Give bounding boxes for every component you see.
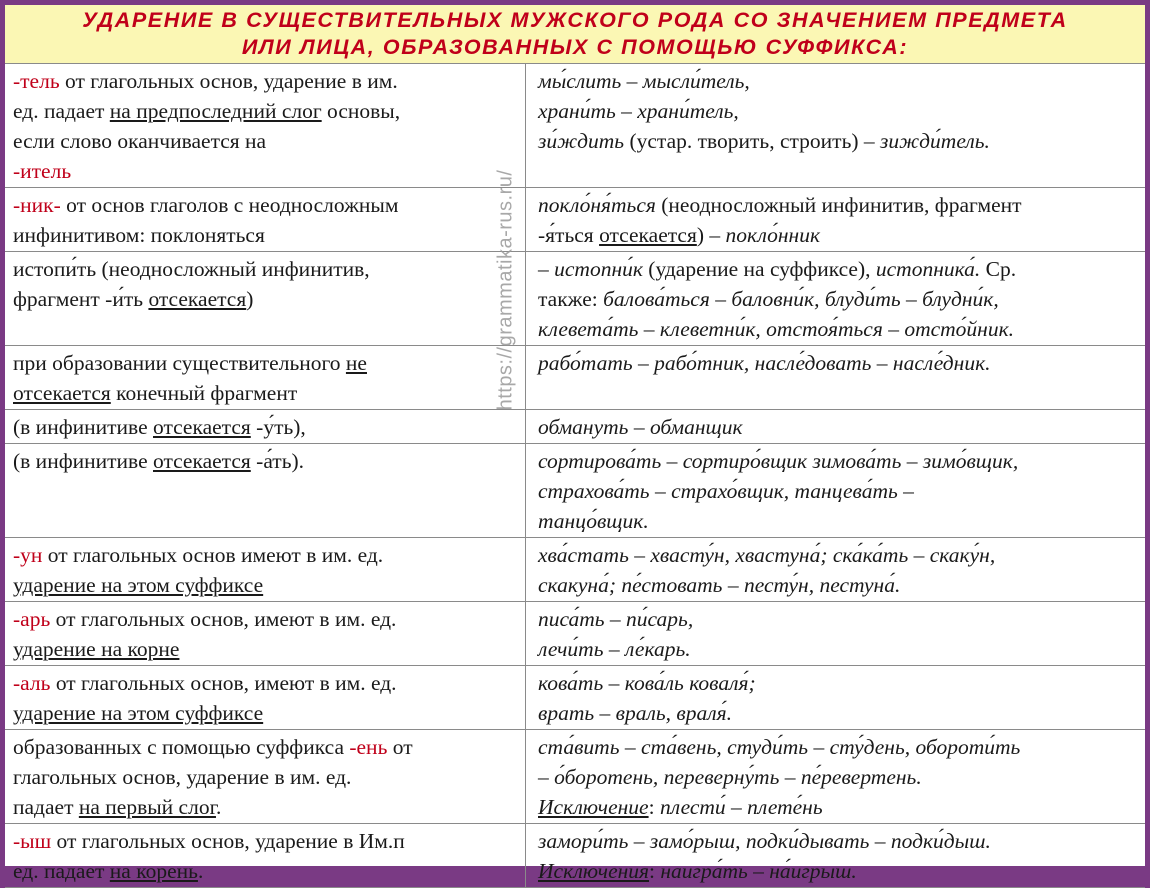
text-line — [13, 792, 517, 822]
rule-cell — [5, 410, 526, 444]
text-line — [538, 732, 1137, 762]
table-row — [5, 346, 1145, 410]
text-segment: (в инфинитиве — [13, 449, 153, 473]
text-segment: зижди́тель. — [880, 129, 990, 153]
text-line — [13, 856, 517, 886]
text-segment: истопи́ть (неодносложный инфинитив, — [13, 257, 370, 281]
text-line — [538, 476, 1137, 506]
table-row — [5, 64, 1145, 188]
rule-cell — [5, 252, 526, 346]
text-segment: покло́нник — [725, 223, 821, 247]
text-line — [538, 856, 1137, 886]
text-segment: (ударение на суффиксе), — [642, 257, 876, 281]
text-line — [13, 570, 517, 600]
text-segment: на первый слог — [78, 795, 216, 819]
examples-cell — [526, 188, 1146, 252]
text-line — [538, 220, 1137, 250]
text-segment: балова́ться – баловни́к, блуди́ть – блудни́к, — [603, 287, 999, 311]
text-segment: при образовании существительного — [13, 351, 346, 375]
text-line — [13, 190, 517, 220]
text-line — [538, 446, 1137, 476]
text-line — [13, 66, 517, 96]
text-segment: наигра́ть – на́игрыш. — [660, 859, 857, 883]
text-segment: мы́слить – мысли́тель, — [538, 69, 750, 93]
suffix-label: -тель — [13, 69, 60, 93]
text-segment: . — [215, 795, 222, 819]
text-line — [13, 732, 517, 762]
text-line — [538, 634, 1137, 664]
text-line — [538, 66, 1137, 96]
text-line — [538, 126, 1137, 156]
text-segment: покло́ня́ться — [538, 193, 656, 217]
text-segment: на корень — [109, 859, 198, 883]
text-line — [538, 792, 1137, 822]
examples-cell — [526, 444, 1146, 538]
suffix-label: -аль — [13, 671, 51, 695]
text-segment: на предпоследний слог — [109, 99, 322, 123]
text-segment: (неодносложный инфинитив, фрагмент — [655, 193, 1022, 217]
text-line — [13, 762, 517, 792]
table-row — [5, 666, 1145, 730]
rule-cell — [5, 538, 526, 602]
text-segment: лечи́ть – ле́карь. — [538, 637, 691, 661]
suffix-label: -ень — [349, 735, 388, 759]
text-line — [13, 668, 517, 698]
rule-cell — [5, 602, 526, 666]
text-segment: Исключения — [538, 859, 650, 883]
text-line — [13, 634, 517, 664]
suffix-label: -ун — [13, 543, 43, 567]
text-line — [538, 570, 1137, 600]
text-line — [13, 378, 517, 408]
text-line — [13, 96, 517, 126]
title-line-2: ИЛИ ЛИЦА, ОБРАЗОВАННЫХ С ПОМОЩЬЮ СУФФИКСА: — [241, 35, 909, 59]
text-segment: писа́ть – пи́сарь, — [538, 607, 694, 631]
table-row — [5, 444, 1145, 538]
examples-cell — [526, 410, 1146, 444]
text-segment: от глагольных основ, имеют в им. ед. — [50, 671, 397, 695]
text-line — [538, 668, 1137, 698]
table-row — [5, 538, 1145, 602]
text-line — [13, 446, 517, 476]
text-line — [538, 826, 1137, 856]
text-line — [538, 96, 1137, 126]
text-line — [538, 762, 1137, 792]
text-segment: инфинитивом: поклоняться — [13, 223, 265, 247]
text-segment: образованных с помощью суффикса — [13, 735, 350, 759]
text-segment: – о́боротень, переверну́ть – пе́ревертень. — [538, 765, 922, 789]
text-segment: -я́ться — [538, 223, 600, 247]
text-segment: храни́ть – храни́тель, — [538, 99, 739, 123]
text-segment: от глагольных основ, имеют в им. ед. — [50, 607, 397, 631]
text-segment: (устар. творить, строить) – — [624, 129, 881, 153]
table-row — [5, 188, 1145, 252]
text-segment: фрагмент -и́ть — [13, 287, 149, 311]
text-segment: плести́ – плете́нь — [659, 795, 823, 819]
text-line — [13, 698, 517, 728]
stress-rules-table — [5, 64, 1145, 888]
table-row — [5, 410, 1145, 444]
text-segment: от основ глаголов с неодносложным — [60, 193, 399, 217]
text-segment: -у́ть), — [250, 415, 306, 439]
text-segment: . — [197, 859, 204, 883]
text-segment: также: — [538, 287, 604, 311]
text-segment: от глагольных основ, ударение в им. — [59, 69, 398, 93]
text-segment: отсекается — [148, 287, 247, 311]
text-line — [538, 314, 1137, 344]
text-segment: -а́ть). — [250, 449, 305, 473]
text-line — [13, 540, 517, 570]
text-segment: ед. падает — [13, 99, 110, 123]
text-segment: Ср. — [980, 257, 1017, 281]
text-segment: глагольных основ, ударение в им. ед. — [13, 765, 352, 789]
text-segment: обмануть – обманщик — [538, 415, 743, 439]
examples-cell — [526, 252, 1146, 346]
text-segment: замори́ть – замо́рыш, подки́дывать – подки́дыш. — [538, 829, 991, 853]
text-line — [538, 540, 1137, 570]
text-segment: рабо́тать – рабо́тник, насле́довать – насле́дник. — [538, 351, 991, 375]
examples-cell — [526, 730, 1146, 824]
text-line — [13, 826, 517, 856]
text-line — [13, 156, 517, 186]
text-line — [13, 126, 517, 156]
text-line — [538, 506, 1137, 536]
table-row — [5, 824, 1145, 888]
text-line — [538, 412, 1137, 442]
text-segment: хва́стать – хвасту́н, хвастуна́; ска́ка́ть – скаку́н, — [538, 543, 996, 567]
title-line-1: УДАРЕНИЕ В СУЩЕСТВИТЕЛЬНЫХ МУЖСКОГО РОДА СО ЗНАЧЕНИЕМ ПРЕДМЕТА — [82, 8, 1068, 32]
examples-cell — [526, 602, 1146, 666]
suffix-label: -арь — [13, 607, 51, 631]
table-row — [5, 252, 1145, 346]
text-segment: : — [649, 859, 661, 883]
text-segment: – — [538, 257, 555, 281]
text-line — [538, 698, 1137, 728]
text-segment: истопника́. — [875, 257, 981, 281]
text-segment: ) — [246, 287, 254, 311]
rule-cell — [5, 64, 526, 188]
text-line — [13, 254, 517, 284]
text-segment: ударение на корне — [13, 637, 180, 661]
text-segment: ста́вить – ста́вень, студи́ть – сту́день, обороти́ть — [538, 735, 1021, 759]
text-segment: зи́ждить — [538, 129, 625, 153]
text-line — [13, 284, 517, 314]
examples-cell — [526, 824, 1146, 888]
text-segment: не — [345, 351, 367, 375]
table-row — [5, 602, 1145, 666]
text-line — [13, 348, 517, 378]
text-segment: сортирова́ть – сортиро́вщик зимова́ть – зимо́вщик, — [538, 449, 1019, 473]
text-segment: ед. падает — [13, 859, 110, 883]
text-segment: истопни́к — [554, 257, 643, 281]
text-line — [538, 604, 1137, 634]
rule-cell — [5, 444, 526, 538]
text-segment: падает — [13, 795, 79, 819]
text-line — [538, 348, 1137, 378]
page-frame — [5, 5, 1145, 883]
text-line — [13, 412, 517, 442]
text-segment: танцо́вщик. — [538, 509, 649, 533]
rule-cell — [5, 346, 526, 410]
text-segment: врать – враль, враля́. — [538, 701, 732, 725]
text-segment: кова́ть – кова́ль коваля́; — [538, 671, 756, 695]
rule-cell — [5, 730, 526, 824]
text-line — [538, 190, 1137, 220]
text-segment: отсекается — [599, 223, 697, 247]
text-segment: от глагольных основ, ударение в Им.п — [51, 829, 405, 853]
text-line — [13, 604, 517, 634]
rule-cell — [5, 666, 526, 730]
text-segment: отсекается — [153, 415, 251, 439]
text-segment: отсекается — [13, 381, 111, 405]
examples-cell — [526, 346, 1146, 410]
text-segment: клевета́ть – клеветни́к, отстоя́ться – отсто́йник. — [538, 317, 1015, 341]
text-segment: скакуна́; пе́стовать – песту́н, пестуна́. — [538, 573, 901, 597]
examples-cell — [526, 538, 1146, 602]
rule-cell — [5, 188, 526, 252]
text-line — [538, 284, 1137, 314]
text-segment: от глагольных основ имеют в им. ед. — [42, 543, 384, 567]
text-segment: ударение на этом суффиксе — [13, 701, 264, 725]
suffix-label: -ник- — [13, 193, 61, 217]
watermark-url: https://grammatika-rus.ru/ — [494, 169, 517, 411]
text-line — [13, 220, 517, 250]
examples-cell — [526, 64, 1146, 188]
suffix-label: -ыш — [13, 829, 52, 853]
text-segment: основы, — [321, 99, 401, 123]
rule-cell — [5, 824, 526, 888]
text-segment: (в инфинитиве — [13, 415, 153, 439]
text-segment: если слово оканчивается на — [13, 129, 267, 153]
suffix-label: -итель — [13, 159, 72, 183]
table-row — [5, 730, 1145, 824]
text-segment: страхова́ть – страхо́вщик, танцева́ть – — [538, 479, 914, 503]
text-segment: ) – — [696, 223, 726, 247]
text-segment: : — [648, 795, 660, 819]
page-title — [5, 5, 1145, 64]
examples-cell — [526, 666, 1146, 730]
text-segment: от — [387, 735, 413, 759]
text-segment: конечный фрагмент — [110, 381, 298, 405]
text-segment: Исключение — [538, 795, 649, 819]
text-line — [538, 254, 1137, 284]
text-segment: отсекается — [153, 449, 251, 473]
text-segment: ударение на этом суффиксе — [13, 573, 264, 597]
